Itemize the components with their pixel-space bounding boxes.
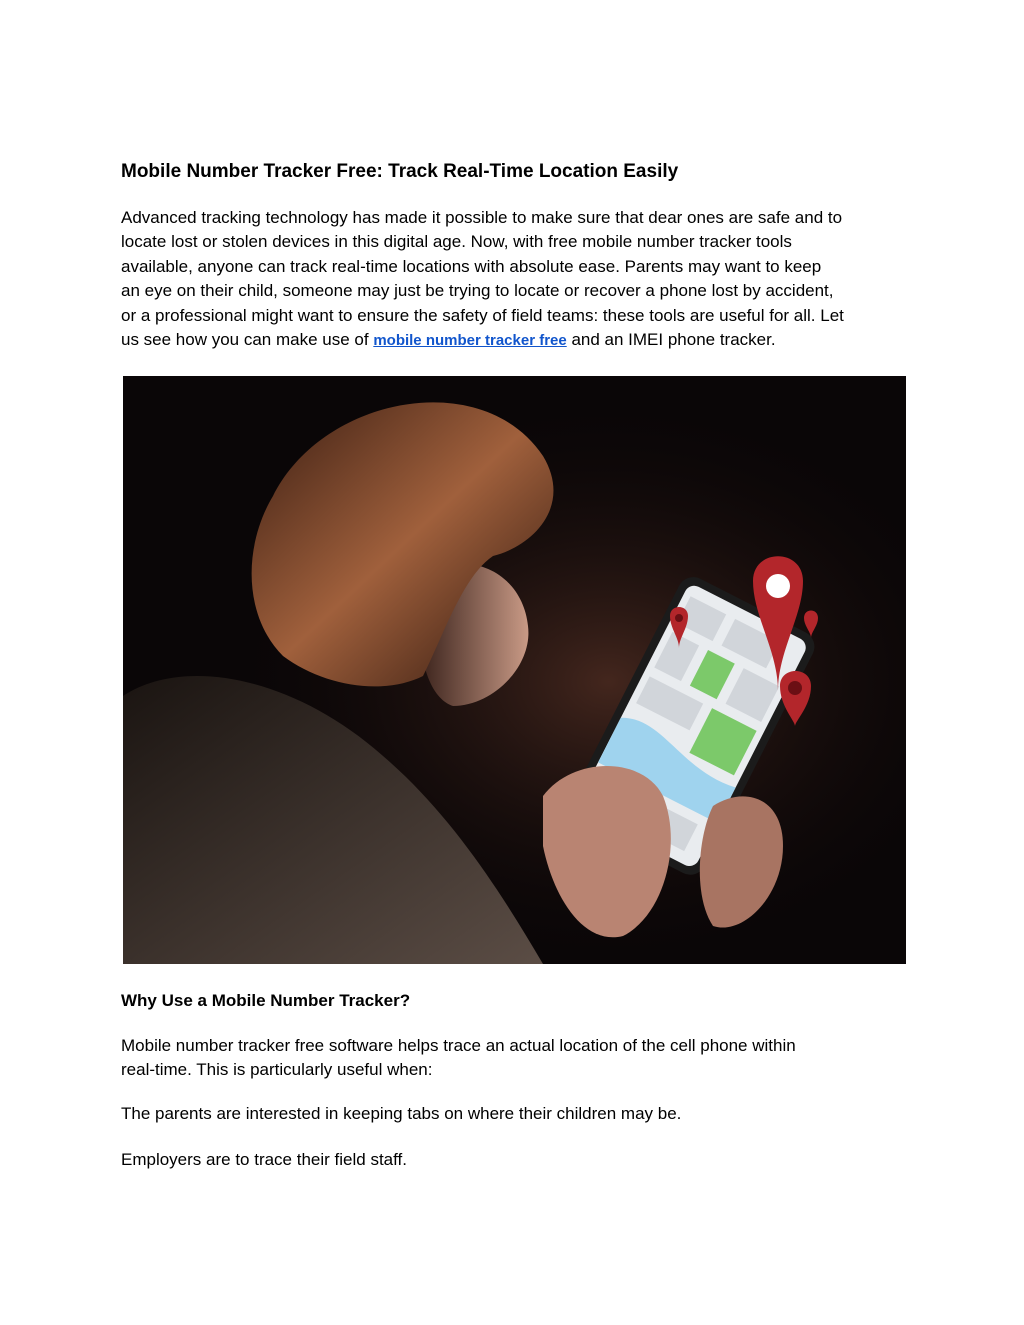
page-title: Mobile Number Tracker Free: Track Real-Time Location Easily [121, 161, 679, 182]
use-case-employers: Employers are to trace their field staff. [121, 1150, 407, 1169]
intro-line: locate lost or stolen devices in this digital age. Now, with free mobile number tracker tools [121, 232, 792, 252]
section-paragraph [121, 1034, 911, 1083]
use-case-parents: The parents are interested in keeping tabs on where their children may be. [121, 1104, 682, 1123]
intro-line-last [121, 328, 911, 353]
section-line: real-time. This is particularly useful when: [121, 1060, 433, 1080]
section-heading: Why Use a Mobile Number Tracker? [121, 991, 411, 1010]
section-line: Mobile number tracker free software helps trace an actual location of the cell phone within [121, 1036, 796, 1055]
intro-line: Advanced tracking technology has made it possible to make sure that dear ones are safe and to [121, 208, 843, 227]
intro-line: available, anyone can track real-time locations with absolute ease. Parents may want to keep [121, 256, 822, 276]
intro-line: an eye on their child, someone may just be trying to locate or recover a phone lost by accident, [121, 281, 834, 301]
intro-last-suffix: and an IMEI phone tracker. [566, 330, 776, 350]
intro-paragraph [121, 206, 911, 353]
phone-tracking-photo [123, 376, 906, 964]
intro-line: or a professional might want to ensure the safety of field teams: these tools are useful for all. Let [121, 305, 844, 325]
photo-illustration [123, 376, 906, 964]
intro-last-prefix: us see how you can make use of [121, 330, 374, 350]
tracker-link[interactable]: mobile number tracker free [373, 332, 567, 350]
